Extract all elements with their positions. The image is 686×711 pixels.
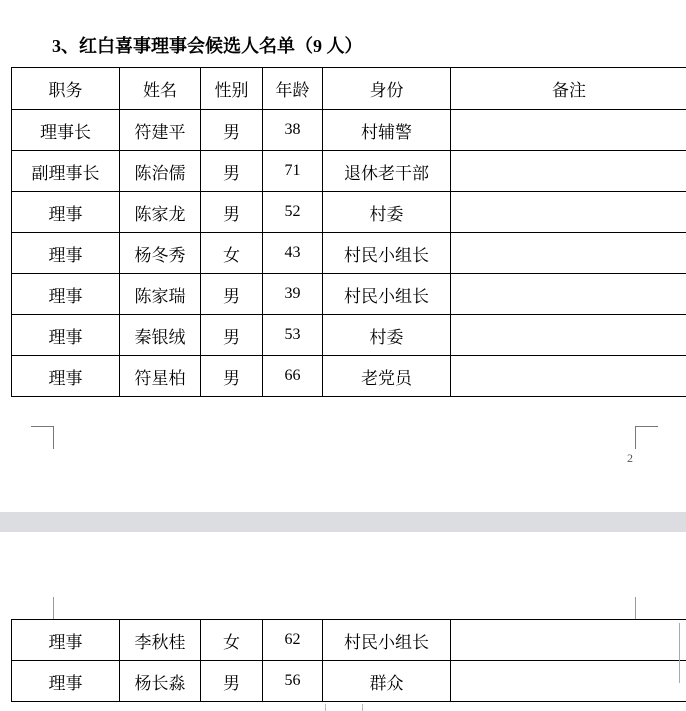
- cell-name: 杨长淼: [120, 661, 201, 702]
- table-row: [12, 661, 686, 702]
- header-position: 职务: [12, 68, 120, 110]
- table-edge-marker: [325, 704, 363, 711]
- cell-gender: 男: [201, 356, 263, 397]
- cell-age: 71: [263, 151, 323, 192]
- cell-gender: 男: [201, 192, 263, 233]
- cell-position: 理事: [12, 661, 120, 702]
- cell-age: 39: [263, 274, 323, 315]
- cell-age: 53: [263, 315, 323, 356]
- cell-position: 副理事长: [12, 151, 120, 192]
- cell-age: 62: [263, 620, 323, 661]
- table-title: 3、红白喜事理事会候选人名单（9 人）: [52, 36, 363, 56]
- cell-identity: 村委: [323, 192, 451, 233]
- cell-identity: 村辅警: [323, 110, 451, 151]
- cell-identity: 村民小组长: [323, 274, 451, 315]
- cell-gender: 男: [201, 274, 263, 315]
- table-row: [12, 620, 686, 661]
- cell-gender: 男: [201, 661, 263, 702]
- cell-identity: 群众: [323, 661, 451, 702]
- cell-note: [451, 192, 686, 233]
- table-edge-marker: [679, 623, 686, 683]
- cell-identity: 村委: [323, 315, 451, 356]
- margin-corner-mark-left: [31, 426, 54, 449]
- cell-gender: 男: [201, 110, 263, 151]
- cell-position: 理事: [12, 274, 120, 315]
- cell-age: 56: [263, 661, 323, 702]
- table-row: [12, 192, 686, 233]
- table-row: [12, 274, 686, 315]
- candidate-table-continued: [11, 619, 686, 702]
- cell-gender: 男: [201, 151, 263, 192]
- cell-gender: 男: [201, 315, 263, 356]
- cell-identity: 退休老干部: [323, 151, 451, 192]
- cell-age: 66: [263, 356, 323, 397]
- cell-note: [451, 315, 686, 356]
- cell-position: 理事: [12, 620, 120, 661]
- cell-name: 杨冬秀: [120, 233, 201, 274]
- cell-name: 陈家瑞: [120, 274, 201, 315]
- header-note: 备注: [451, 68, 686, 110]
- cell-note: [451, 110, 686, 151]
- cell-gender: 女: [201, 620, 263, 661]
- cell-note: [451, 151, 686, 192]
- cell-name: 符星柏: [120, 356, 201, 397]
- table-row: [12, 110, 686, 151]
- table-row: [12, 315, 686, 356]
- margin-corner-mark-right: [635, 426, 658, 449]
- cell-age: 52: [263, 192, 323, 233]
- header-name: 姓名: [120, 68, 201, 110]
- table-row: [12, 356, 686, 397]
- table-row: [12, 151, 686, 192]
- page-number: 2: [627, 451, 633, 465]
- header-gender: 性别: [201, 68, 263, 110]
- candidate-table: [11, 67, 686, 397]
- cell-name: 陈家龙: [120, 192, 201, 233]
- header-age: 年龄: [263, 68, 323, 110]
- cell-name: 符建平: [120, 110, 201, 151]
- table-header-row: [12, 68, 686, 110]
- margin-corner-mark-left: [31, 597, 54, 619]
- margin-corner-mark-right: [635, 597, 658, 619]
- cell-gender: 女: [201, 233, 263, 274]
- cell-name: 秦银绒: [120, 315, 201, 356]
- header-identity: 身份: [323, 68, 451, 110]
- cell-note: [451, 233, 686, 274]
- table-row: [12, 233, 686, 274]
- cell-identity: 村民小组长: [323, 620, 451, 661]
- cell-age: 38: [263, 110, 323, 151]
- cell-note: [451, 274, 686, 315]
- cell-identity: 村民小组长: [323, 233, 451, 274]
- cell-position: 理事: [12, 315, 120, 356]
- cell-note: [451, 356, 686, 397]
- cell-position: 理事: [12, 233, 120, 274]
- cell-position: 理事长: [12, 110, 120, 151]
- cell-age: 43: [263, 233, 323, 274]
- cell-name: 李秋桂: [120, 620, 201, 661]
- page-break-gap: [0, 512, 686, 532]
- cell-note: [451, 661, 686, 702]
- cell-position: 理事: [12, 356, 120, 397]
- cell-position: 理事: [12, 192, 120, 233]
- cell-note: [451, 620, 686, 661]
- cell-identity: 老党员: [323, 356, 451, 397]
- cell-name: 陈治儒: [120, 151, 201, 192]
